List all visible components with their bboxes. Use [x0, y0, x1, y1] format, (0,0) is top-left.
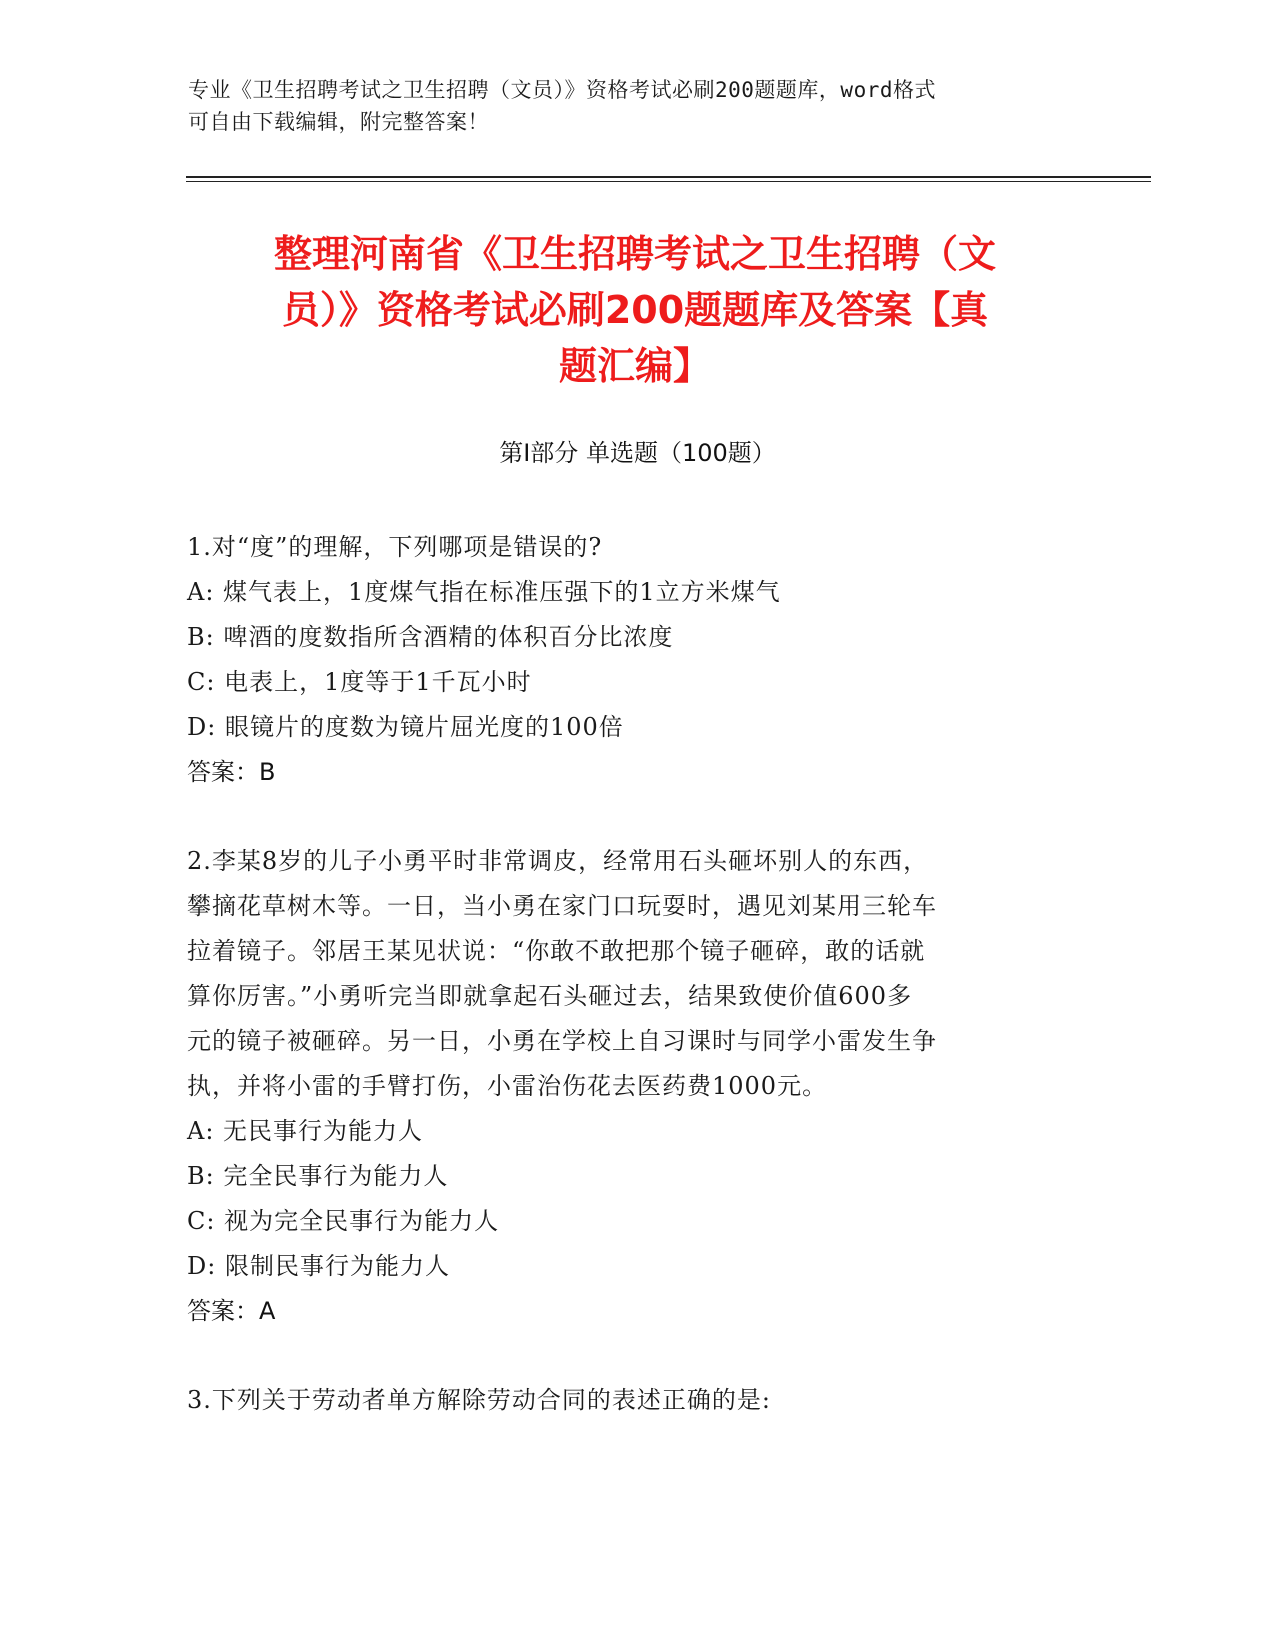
title-line: 员）》资格考试必刷200题题库及答案【真	[281, 288, 989, 332]
question-stem: 算你厉害。”小勇听完当即就拿起石头砸过去，结果致使价值600多	[187, 982, 913, 1010]
option-c: C: 视为完全民事行为能力人	[187, 1207, 500, 1235]
question-stem: 2.李某8岁的儿子小勇平时非常调皮，经常用石头砸坏别人的东西，	[187, 847, 929, 875]
option-b: B: 啤酒的度数指所含酒精的体积百分比浓度	[187, 623, 674, 651]
header-divider-thick	[186, 176, 1151, 178]
option-c: C: 电表上，1度等于1千瓦小时	[187, 668, 532, 696]
document-title	[190, 226, 1080, 394]
question-3	[187, 1378, 1087, 1423]
question-2	[187, 839, 1087, 1334]
question-stem: 执，并将小雷的手臂打伤，小雷治伤花去医药费1000元。	[187, 1072, 828, 1100]
question-stem: 攀摘花草树木等。一日，当小勇在家门口玩耍时，遇见刘某用三轮车	[187, 892, 937, 920]
question-stem: 拉着镜子。邻居王某见状说：“你敢不敢把那个镜子砸碎，敢的话就	[187, 937, 926, 965]
header-note	[188, 74, 1068, 138]
option-d: D: 限制民事行为能力人	[187, 1252, 450, 1280]
header-divider-thin	[186, 181, 1151, 182]
header-note-line: 专业《卫生招聘考试之卫生招聘（文员）》资格考试必刷200题题库，word格式	[188, 78, 936, 102]
title-line: 整理河南省《卫生招聘考试之卫生招聘（文	[273, 232, 996, 276]
question-1	[187, 525, 1087, 795]
option-b: B: 完全民事行为能力人	[187, 1162, 449, 1190]
answer: 答案：A	[187, 1297, 276, 1325]
question-stem: 元的镜子被砸碎。另一日，小勇在学校上自习课时与同学小雷发生争	[187, 1027, 937, 1055]
answer: 答案：B	[187, 758, 276, 786]
option-d: D: 眼镜片的度数为镜片屈光度的100倍	[187, 713, 624, 741]
header-note-line: 可自由下载编辑，附完整答案！	[188, 110, 489, 134]
option-a: A: 煤气表上，1度煤气指在标准压强下的1立方米煤气	[187, 578, 781, 606]
question-stem: 1.对“度”的理解，下列哪项是错误的?	[187, 533, 603, 561]
section-heading: 第Ⅰ部分 单选题（100题）	[499, 439, 776, 467]
question-list	[187, 525, 1087, 1467]
option-a: A: 无民事行为能力人	[187, 1117, 424, 1145]
title-line: 题汇编】	[558, 344, 711, 388]
question-stem: 3.下列关于劳动者单方解除劳动合同的表述正确的是:	[187, 1386, 771, 1414]
